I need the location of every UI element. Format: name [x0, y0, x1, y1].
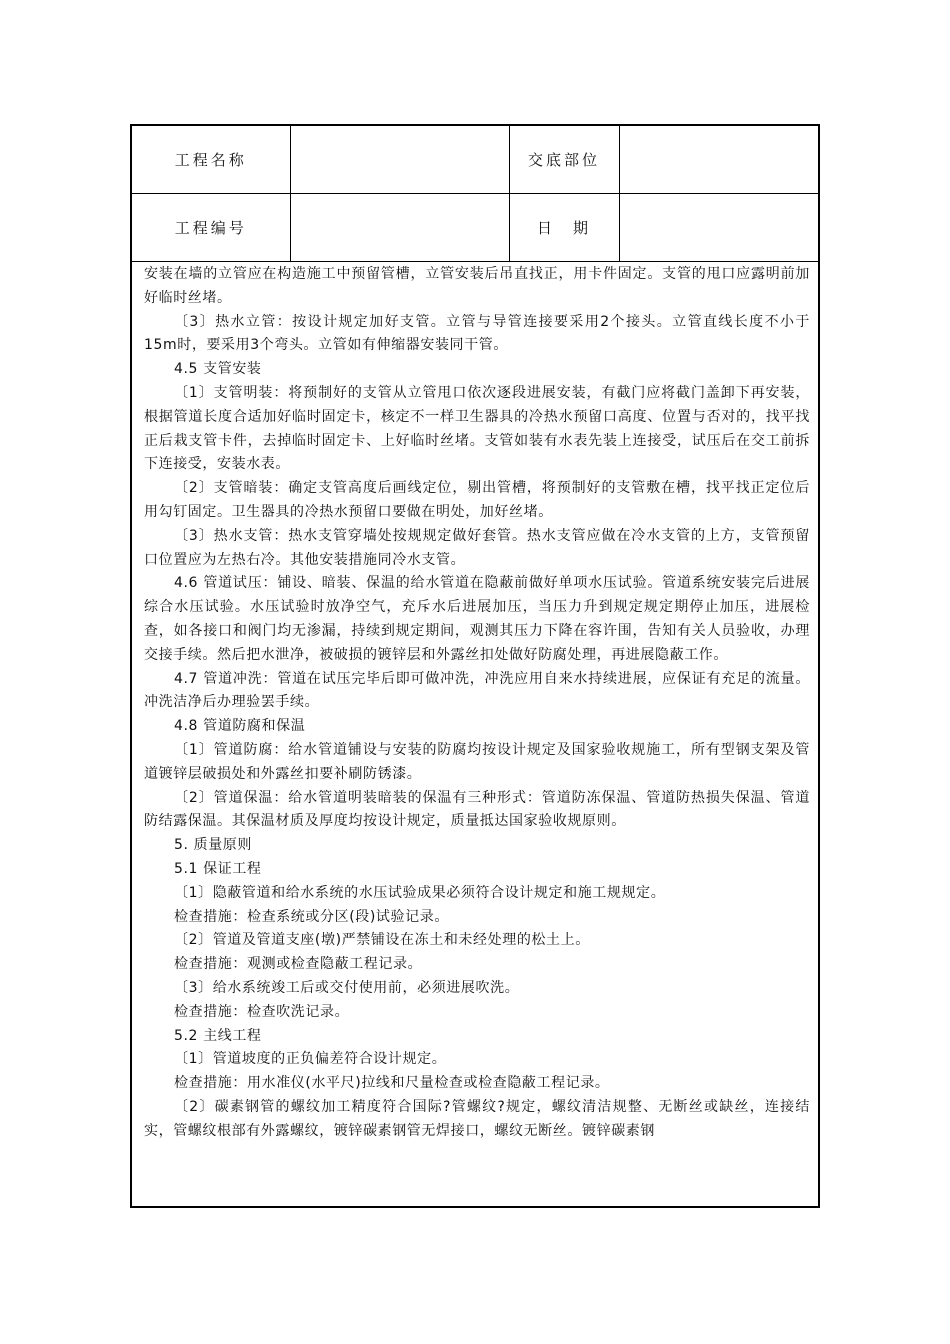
- header-row-2: [132, 194, 818, 262]
- project-no-value: [290, 194, 509, 262]
- body-paragraph: 4.5 支管安装: [174, 361, 262, 378]
- body-paragraph: 〔2〕管道及管道支座(墩)严禁铺设在冻土和未经处理的松土上。: [174, 932, 590, 949]
- body-paragraph: 〔2〕管道保温：给水管道明装暗装的保温有三种形式：管道防冻保温、管道防热损失保温、管道防结露保温。其保温材质及厚度均按设计规定，质量抵达国家验收规原则。: [144, 789, 810, 830]
- date-value: [619, 194, 818, 262]
- handover-part-value: [619, 126, 818, 194]
- body-paragraph: 〔1〕管道坡度的正负偏差符合设计规定。: [174, 1051, 447, 1068]
- body-paragraph: 安装在墙的立管应在构造施工中预留管槽，立管安装后吊直找正，用卡件固定。支管的甩口应露明前加好临时丝堵。: [144, 266, 810, 306]
- body-paragraph: 〔3〕热水支管：热水支管穿墙处按规规定做好套管。热水支管应做在冷水支管的上方，支管预留口位置应为左热右冷。其他安装措施同冷水支管。: [144, 527, 810, 568]
- body-paragraph: 4.8 管道防腐和保温: [174, 718, 306, 735]
- body-paragraph: 〔1〕管道防腐：给水管道铺设与安装的防腐均按设计规定及国家验收规施工，所有型钢支架及管道镀锌层破损处和外露丝扣要补刷防锈漆。: [144, 741, 810, 782]
- body-paragraph: 5.2 主线工程: [174, 1027, 262, 1044]
- project-name-label: 工程名称: [132, 126, 290, 194]
- body-paragraph: 〔2〕碳素钢管的螺纹加工精度符合国际?管螺纹?规定，螺纹清洁规整、无断丝或缺丝，连接结实，管螺纹根部有外露螺纹，镀锌碳素钢管无焊接口，螺纹无断丝。镀锌碳素钢: [144, 1098, 810, 1139]
- project-name-value: [290, 126, 509, 194]
- project-no-label: 工程编号: [132, 194, 290, 262]
- header-table: [132, 126, 818, 262]
- body-paragraph: 检查措施：用水准仪(水平尺)拉线和尺量检查或检查隐蔽工程记录。: [174, 1075, 610, 1092]
- body-paragraph: 检查措施：检查系统或分区(段)试验记录。: [174, 908, 449, 925]
- body-paragraph: 检查措施：检查吹洗记录。: [174, 1003, 350, 1020]
- body-paragraph: 5. 质量原则: [174, 837, 253, 854]
- document-body: [144, 263, 810, 1143]
- handover-part-label: 交底部位: [509, 126, 619, 194]
- body-paragraph: 4.7 管道冲洗：管道在试压完毕后即可做冲洗，冲洗应用自来水持续进展，应保证有充足的流量。冲洗洁净后办理验罢手续。: [144, 670, 810, 711]
- body-paragraph: 〔3〕给水系统竣工后或交付使用前，必须进展吹洗。: [174, 979, 520, 996]
- body-paragraph: 5.1 保证工程: [174, 860, 262, 877]
- body-paragraph: 〔3〕热水立管：按设计规定加好支管。立管与导管连接要采用2个接头。立管直线长度不小于15m时，要采用3个弯头。立管如有伸缩器安装同干管。: [144, 313, 810, 354]
- document-frame: [130, 124, 820, 1208]
- body-paragraph: 〔1〕支管明装：将预制好的支管从立管甩口依次逐段进展安装，有截门应将截门盖卸下再安装，根据管道长度合适加好临时固定卡，核定不一样卫生器具的冷热水预留口高度、位置与否对的，找平找正后栽支管卡件，去掉临时固定卡、上好临时丝堵。支管如装有水表先装上连接受，试压后在交工前拆下连接受，安装水表。: [144, 384, 810, 473]
- body-paragraph: 〔2〕支管暗装：确定支管高度后画线定位，剔出管槽，将预制好的支管敷在槽，找平找正定位后用勾钉固定。卫生器具的冷热水预留口要做在明处，加好丝堵。: [144, 480, 810, 520]
- body-paragraph: 检查措施：观测或检查隐蔽工程记录。: [174, 956, 423, 973]
- date-label: 日 期: [509, 194, 619, 262]
- header-row-1: [132, 126, 818, 194]
- body-paragraph: 〔1〕隐蔽管道和给水系统的水压试验成果必须符合设计规定和施工规规定。: [174, 884, 666, 901]
- body-paragraph: 4.6 管道试压：铺设、暗装、保温的给水管道在隐蔽前做好单项水压试验。管道系统安装完后进展综合水压试验。水压试验时放净空气，充斥水后进展加压，当压力升到规定规定期停止加压，进展检查，如各接口和阀门均无渗漏，持续到规定期间，观测其压力下降在容许围，告知有关人员验收，办理交接手续。然后把水泄净，被破损的镀锌层和外露丝扣处做好防腐处理，再进展隐蔽工作。: [144, 575, 810, 663]
